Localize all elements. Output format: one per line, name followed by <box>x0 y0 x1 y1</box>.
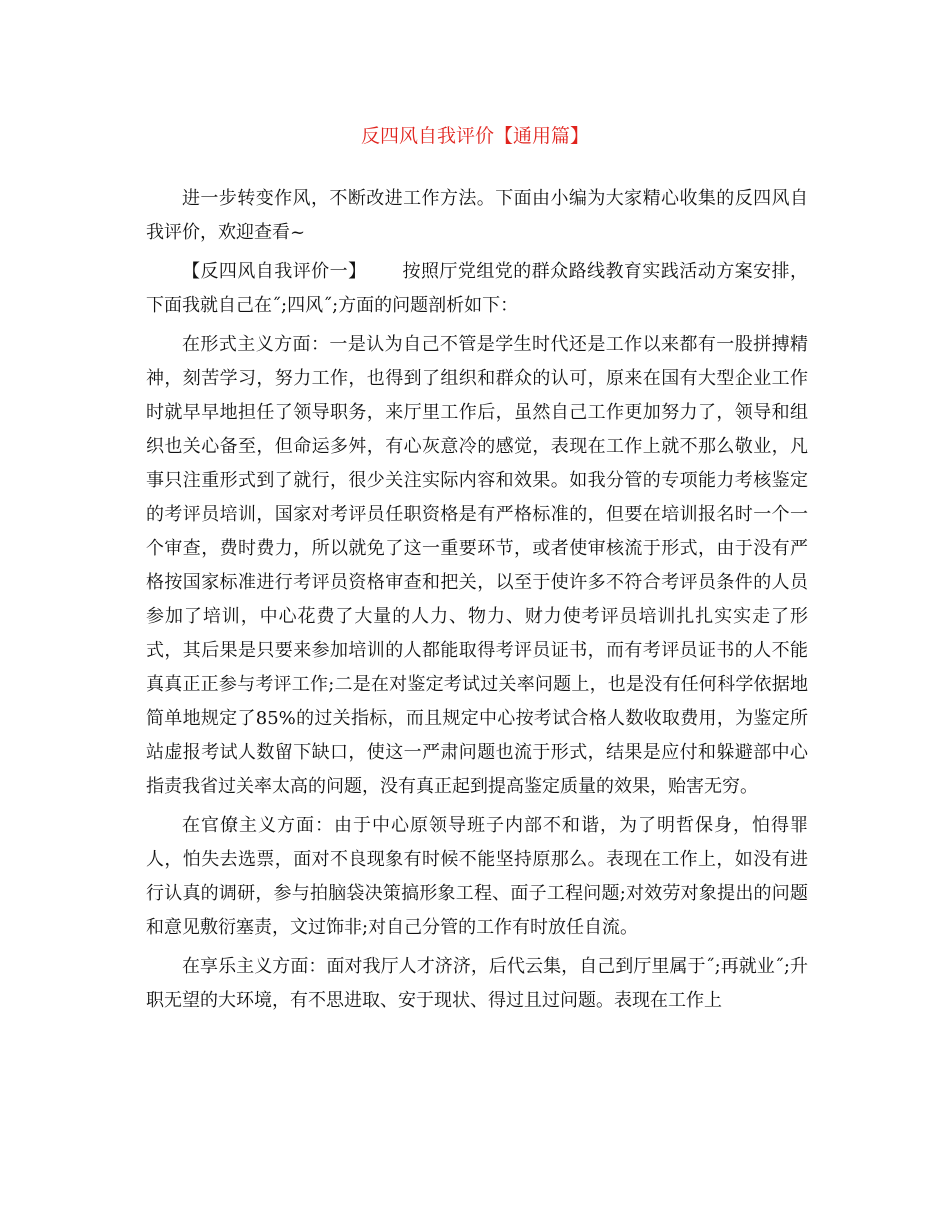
bureaucratism-paragraph: 在官僚主义方面：由于中心原领导班子内部不和谐，为了明哲保身，怕得罪人，怕失去选票，面对不良现象有时候不能坚持原那么。表现在工作上，如没有进行认真的调研，参与拍脑袋决策搞形象工程、面子工程问题;对效劳对象提出的问题和意见敷衍塞责，文过饰非;对自己分管的工作有时放任自流。 <box>146 815 808 938</box>
formalism-paragraph: 在形式主义方面：一是认为自己不管是学生时代还是工作以来都有一股拼搏精神，刻苦学习，努力工作，也得到了组织和群众的认可，原来在国有大型企业工作时就早早地担任了领导职务，来厅里工作后，虽然自己工作更加努力了，领导和组织也关心备至，但命运多舛，有心灰意冷的感觉，表现在工作上就不那么敬业，凡事只注重形式到了就行，很少关注实际内容和效果。如我分管的专项能力考核鉴定的考评员培训，国家对考评员任职资格是有严格标准的，但要在培训报名时一个一个审查，费时费力，所以就免了这一重要环节，或者使审核流于形式，由于没有严格按国家标准进行考评员资格审查和把关，以至于使许多不符合考评员条件的人员参加了培训，中心花费了大量的人力、物力、财力使考评员培训扎扎实实走了形式，其后果是只要来参加培训的人都能取得考评员证书，而有考评员证书的人不能真真正正参与考评工作;二是在对鉴定考试过关率问题上，也是没有任何科学依据地简单地规定了85%的过关指标，而且规定中心按考试合格人数收取费用，为鉴定所站虚报考试人数留下缺口，使这一严肃问题也流于形式，结果是应付和躲避部中心指责我省过关率太高的问题，没有真正起到提高鉴定质量的效果，贻害无穷。 <box>146 334 808 797</box>
intro-paragraph: 进一步转变作风，不断改进工作方法。下面由小编为大家精心收集的反四风自我评价，欢迎查看~ <box>146 188 808 243</box>
document-title: 反四风自我评价【通用篇】 <box>360 125 589 147</box>
section-lead-paragraph <box>146 255 808 323</box>
document-body <box>146 182 808 1023</box>
hedonism-paragraph: 在享乐主义方面：面对我厅人才济济，后代云集，自己到厅里属于˝;再就业˝;升职无望的大环境，有不思进取、安于现状、得过且过问题。表现在工作上 <box>146 956 808 1011</box>
section-tag: 【反四风自我评价一】 <box>182 261 367 282</box>
section-lead-text: 按照厅党组党的群众路线教育实践活动方案安排，下面我就自己在˝;四风˝;方面的问题剖析如下： <box>146 261 808 316</box>
